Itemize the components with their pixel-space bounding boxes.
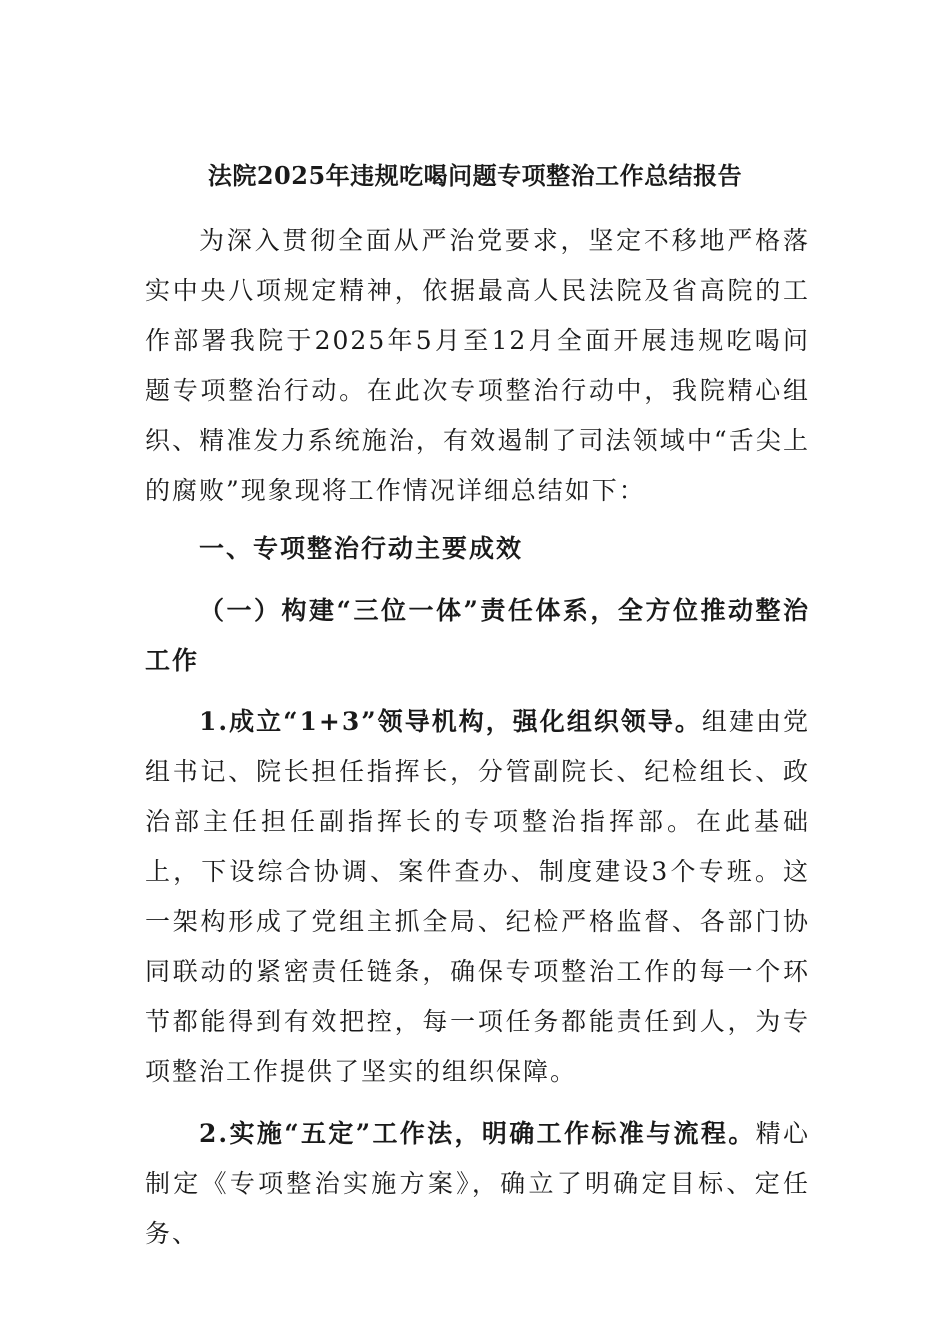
intro-paragraph: 为深入贯彻全面从严治党要求，坚定不移地严格落实中央八项规定精神，依据最高人民法院及省高院的工作部署我院于2025年5月至12月全面开展违规吃喝问题专项整治行动。在此次专项整治行动中，我院精心组织、精准发力系统施治，有效遏制了司法领域中“舌尖上的腐败”现象现将工作情况详细总结如下： (145, 226, 810, 505)
item-2-lead: 2.实施“五定”工作法，明确工作标准与流程。 (199, 1119, 756, 1148)
subsection-heading: （一）构建“三位一体”责任体系，全方位推动整治工作 (145, 596, 810, 675)
item-1-paragraph (145, 697, 810, 1097)
item-2-paragraph (145, 1109, 810, 1259)
document-title: 法院2025年违规吃喝问题专项整治工作总结报告 (207, 161, 743, 190)
item-1-body: 组建由党组书记、院长担任指挥长，分管副院长、纪检组长、政治部主任担任副指挥长的专项整治指挥部。在此基础上，下设综合协调、案件查办、制度建设3个专班。这一架构形成了党组主抓全局、纪检严格监督、各部门协同联动的紧密责任链条，确保专项整治工作的每一个环节都能得到有效把控，每一项任务都能责任到人，为专项整治工作提供了坚实的组织保障。 (145, 707, 810, 1086)
section-heading: 一、专项整治行动主要成效 (199, 534, 524, 563)
item-1-lead: 1.成立“1+3”领导机构，强化组织领导。 (199, 707, 702, 736)
item-2-body: 精心制定《专项整治实施方案》，确立了明确定目标、定任务、 (145, 1119, 810, 1248)
